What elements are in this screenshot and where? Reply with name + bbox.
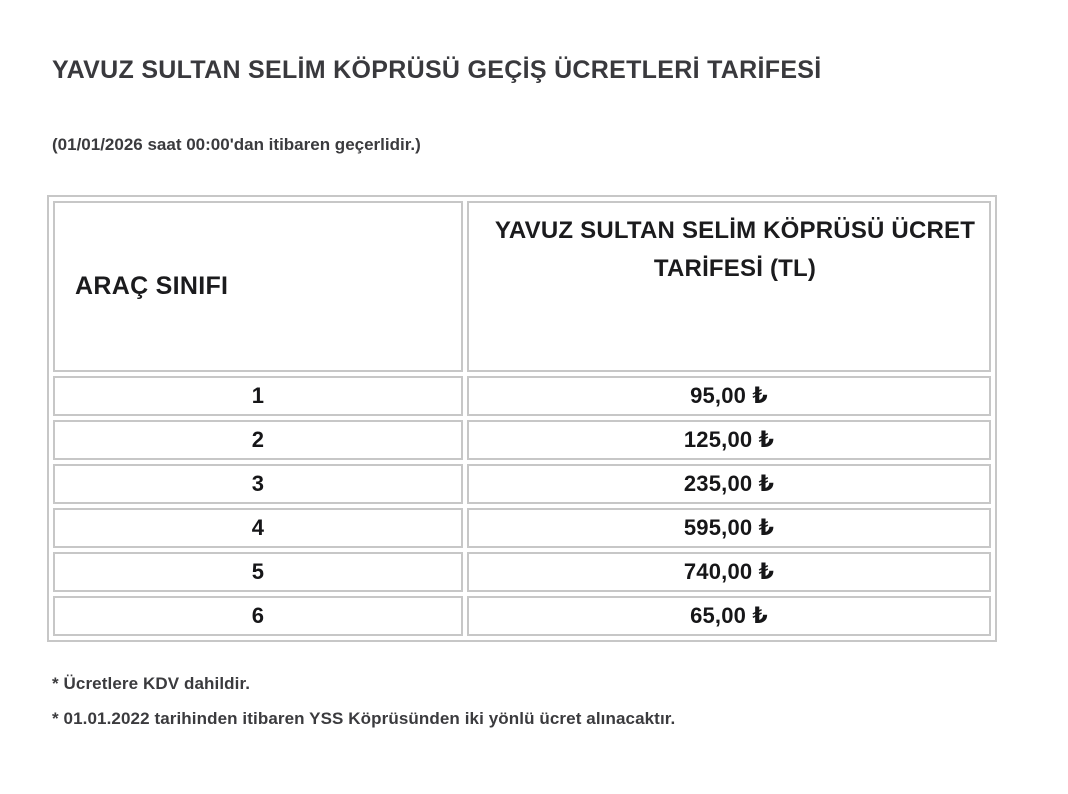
vehicle-class-value: 5 <box>53 552 463 592</box>
table-row <box>53 420 991 460</box>
table-row <box>53 464 991 504</box>
note-two-way-toll: * 01.01.2022 tarihinden itibaren YSS Köprüsünden iki yönlü ücret alınacaktır. <box>52 709 676 728</box>
column-header-fee <box>467 201 991 372</box>
fee-value: 740,00 ₺ <box>467 552 991 592</box>
vehicle-class-value: 6 <box>53 596 463 636</box>
page-title: YAVUZ SULTAN SELİM KÖPRÜSÜ GEÇİŞ ÜCRETLERİ TARİFESİ <box>52 56 822 84</box>
table-row <box>53 596 991 636</box>
tariff-table-header <box>53 201 991 372</box>
table-row <box>53 508 991 548</box>
tariff-table <box>47 195 997 642</box>
vehicle-class-value: 4 <box>53 508 463 548</box>
table-row <box>53 376 991 416</box>
column-header-vehicle-class: ARAÇ SINIFI <box>53 201 463 372</box>
column-header-fee-label: YAVUZ SULTAN SELİM KÖPRÜSÜ ÜCRET TARİFESİ (TL) <box>494 217 976 283</box>
vehicle-class-value: 1 <box>53 376 463 416</box>
vehicle-class-value: 2 <box>53 420 463 460</box>
fee-value: 235,00 ₺ <box>467 464 991 504</box>
header-row <box>53 201 991 372</box>
footnotes <box>52 674 1068 729</box>
fee-value: 595,00 ₺ <box>467 508 991 548</box>
tariff-table-body <box>53 376 991 636</box>
table-row <box>53 552 991 592</box>
vehicle-class-value: 3 <box>53 464 463 504</box>
fee-value: 125,00 ₺ <box>467 420 991 460</box>
note-vat-included: * Ücretlere KDV dahildir. <box>52 674 251 693</box>
fee-value: 95,00 ₺ <box>467 376 991 416</box>
fee-value: 65,00 ₺ <box>467 596 991 636</box>
effective-date-note: (01/01/2026 saat 00:00'dan itibaren geçerlidir.) <box>52 135 421 154</box>
